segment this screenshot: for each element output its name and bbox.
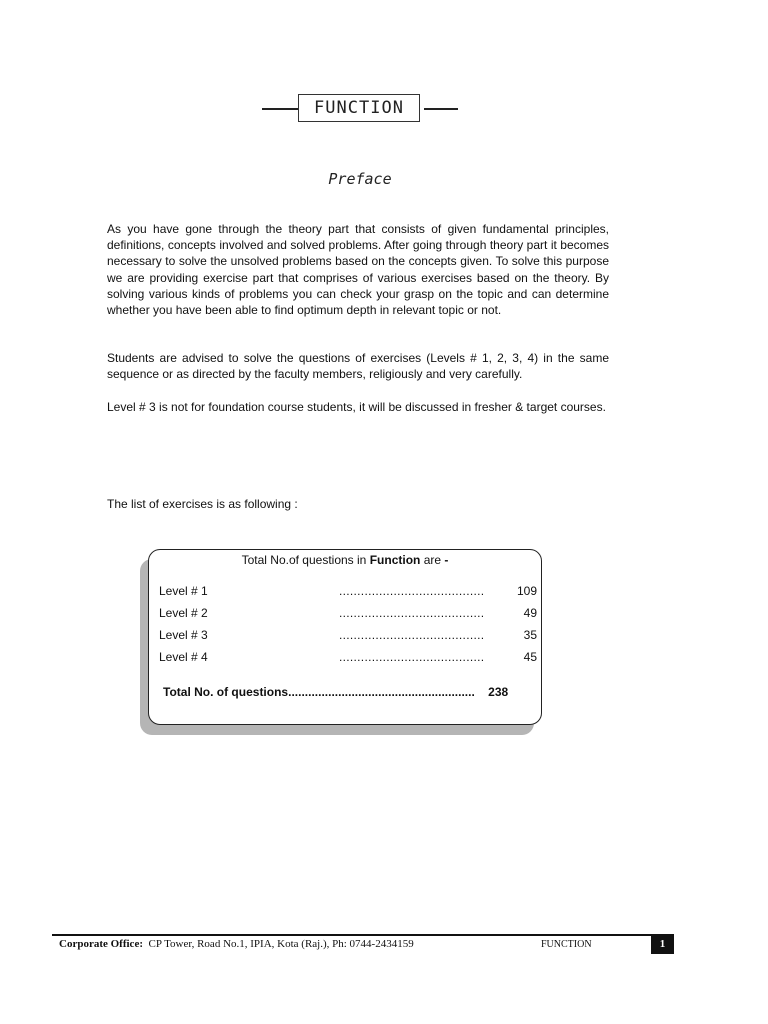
footer-office [59,938,414,950]
level-row [149,582,541,604]
level-label: Level # 4 [159,650,208,664]
footer-topic: FUNCTION [541,939,592,950]
section-subtitle: Preface [328,170,392,188]
exercise-list-intro: The list of exercises is as following : [107,497,298,511]
preface-paragraph-3: Level # 3 is not for foundation course students, it will be discussed in fresher & target courses. [107,400,606,414]
level-leader-dots: ........................................ [339,584,485,598]
office-address: CP Tower, Road No.1, IPIA, Kota (Raj.), Ph: 0744-2434159 [148,938,414,950]
chapter-title-banner [262,94,458,124]
level-row [149,648,541,670]
level-label: Level # 3 [159,628,208,642]
title-rule-right [424,108,458,110]
summary-heading-topic: Function [369,553,421,567]
summary-heading [149,553,541,567]
preface-paragraph-2: Students are advised to solve the questions of exercises (Levels # 1, 2, 3, 4) in the same sequence or as directed by the faculty members, religiously and very carefully. [107,351,609,382]
level-row [149,604,541,626]
page-number: 1 [651,934,674,954]
level-leader-dots: ........................................ [339,628,485,642]
question-summary-box [148,549,542,725]
office-label: Corporate Office: [59,938,143,950]
summary-heading-dash: - [444,553,449,567]
level-list [149,582,541,670]
summary-heading-suffix: are [423,553,442,567]
level-row [149,626,541,648]
level-leader-dots: ........................................ [339,650,485,664]
level-label: Level # 2 [159,606,208,620]
title-rule-left [262,108,299,110]
level-label: Level # 1 [159,584,208,598]
total-label: Total No. of questions........................................................ [163,685,475,699]
level-count: 45 [523,650,537,664]
level-count: 49 [523,606,537,620]
level-count: 109 [516,584,537,598]
level-leader-dots: ........................................ [339,606,485,620]
chapter-title: FUNCTION [298,94,420,122]
summary-heading-prefix: Total No.of questions in [241,553,367,567]
total-questions-row [163,685,508,699]
total-count: 238 [488,685,509,699]
level-count: 35 [523,628,537,642]
preface-paragraph-1: As you have gone through the theory part that consists of given fundamental principles, definitions, concepts involved and solved problems. After going through theory part it becomes necessary to solve the unsolved problems based on the concepts given. To solve this purpose we are providing exercise part that comprises of various exercises based on the theory. By solving various kinds of problems you can check your grasp on the topic and can determine whether you have been able to find optimum depth in relevant topic or not. [107,222,609,318]
footer-rule [52,934,674,936]
